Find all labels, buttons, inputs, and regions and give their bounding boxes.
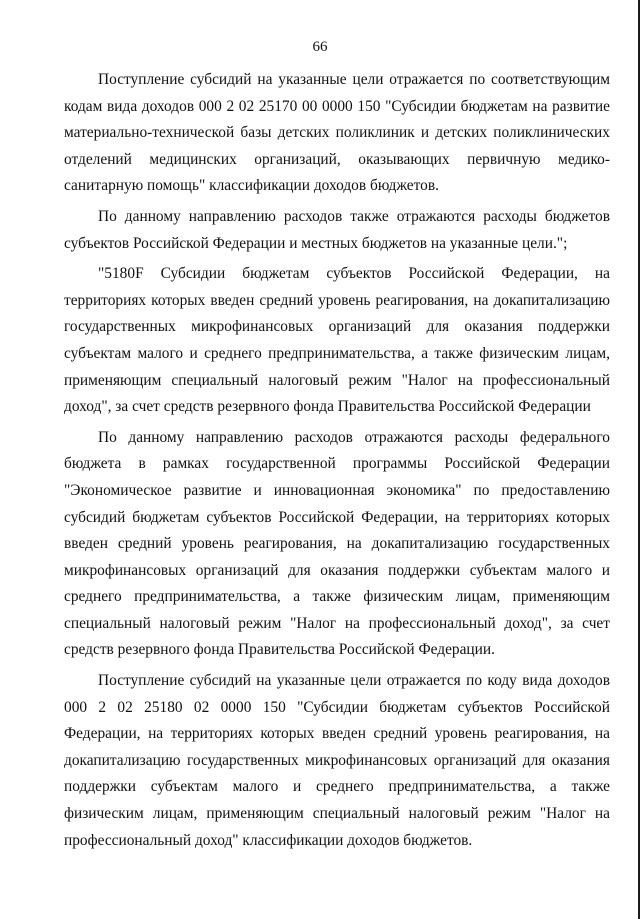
paragraph: По данному направлению расходов отражаются расходы федерального бюджета в рамках государственной программы Российской Федерации "Экономическое развитие и инновационная экономика" по предоставлению субсидий бюджетам субъектов Российской Федерации, на территориях которых введен средний уровень реагирования, на докапитализацию государственных микрофинансовых организаций для оказания поддержки субъектам малого и среднего предпринимательства, а также физическим лицам, применяющим специальный налоговый режим "Налог на профессиональный доход", за счет средств резервного фонда Правительства Российской Федерации. bbox=[64, 428, 610, 659]
page-number: 66 bbox=[312, 39, 328, 55]
paragraph: "5180F Субсидии бюджетам субъектов Российской Федерации, на территориях которых введен средний уровень реагирования, на докапитализацию государственных микрофинансовых организаций для оказания поддержки субъектам малого и среднего предпринимательства, а также физическим лицам, применяющим специальный налоговый режим "Налог на профессиональный доход", за счет средств резервного фонда Правительства Российской Федерации bbox=[64, 265, 610, 416]
paragraph: Поступление субсидий на указанные цели отражается по коду вида доходов 000 2 02 25180 02 0000 150 "Субсидии бюджетам субъектов Российской Федерации, на территориях которых введен средний уровень реагирования, на докапитализацию государственных микрофинансовых организаций для оказания поддержки субъектам малого и среднего предпринимательства, а также физическим лицам, применяющим специальный налоговый режим "Налог на профессиональный доход" классификации доходов бюджетов. bbox=[64, 672, 610, 849]
paragraph: По данному направлению расходов также отражаются расходы бюджетов субъектов Российской Федерации и местных бюджетов на указанные цели."; bbox=[64, 207, 610, 252]
document-body bbox=[64, 67, 610, 858]
paragraph: Поступление субсидий на указанные цели отражается по соответствующим кодам вида доходов 000 2 02 25170 00 0000 150 "Субсидии бюджетам на развитие материально-технической базы детских поликлиник и детских поликлинических отделений медицинских организаций, оказывающих первичную медико-санитарную помощь" классификации доходов бюджетов. bbox=[64, 71, 610, 195]
